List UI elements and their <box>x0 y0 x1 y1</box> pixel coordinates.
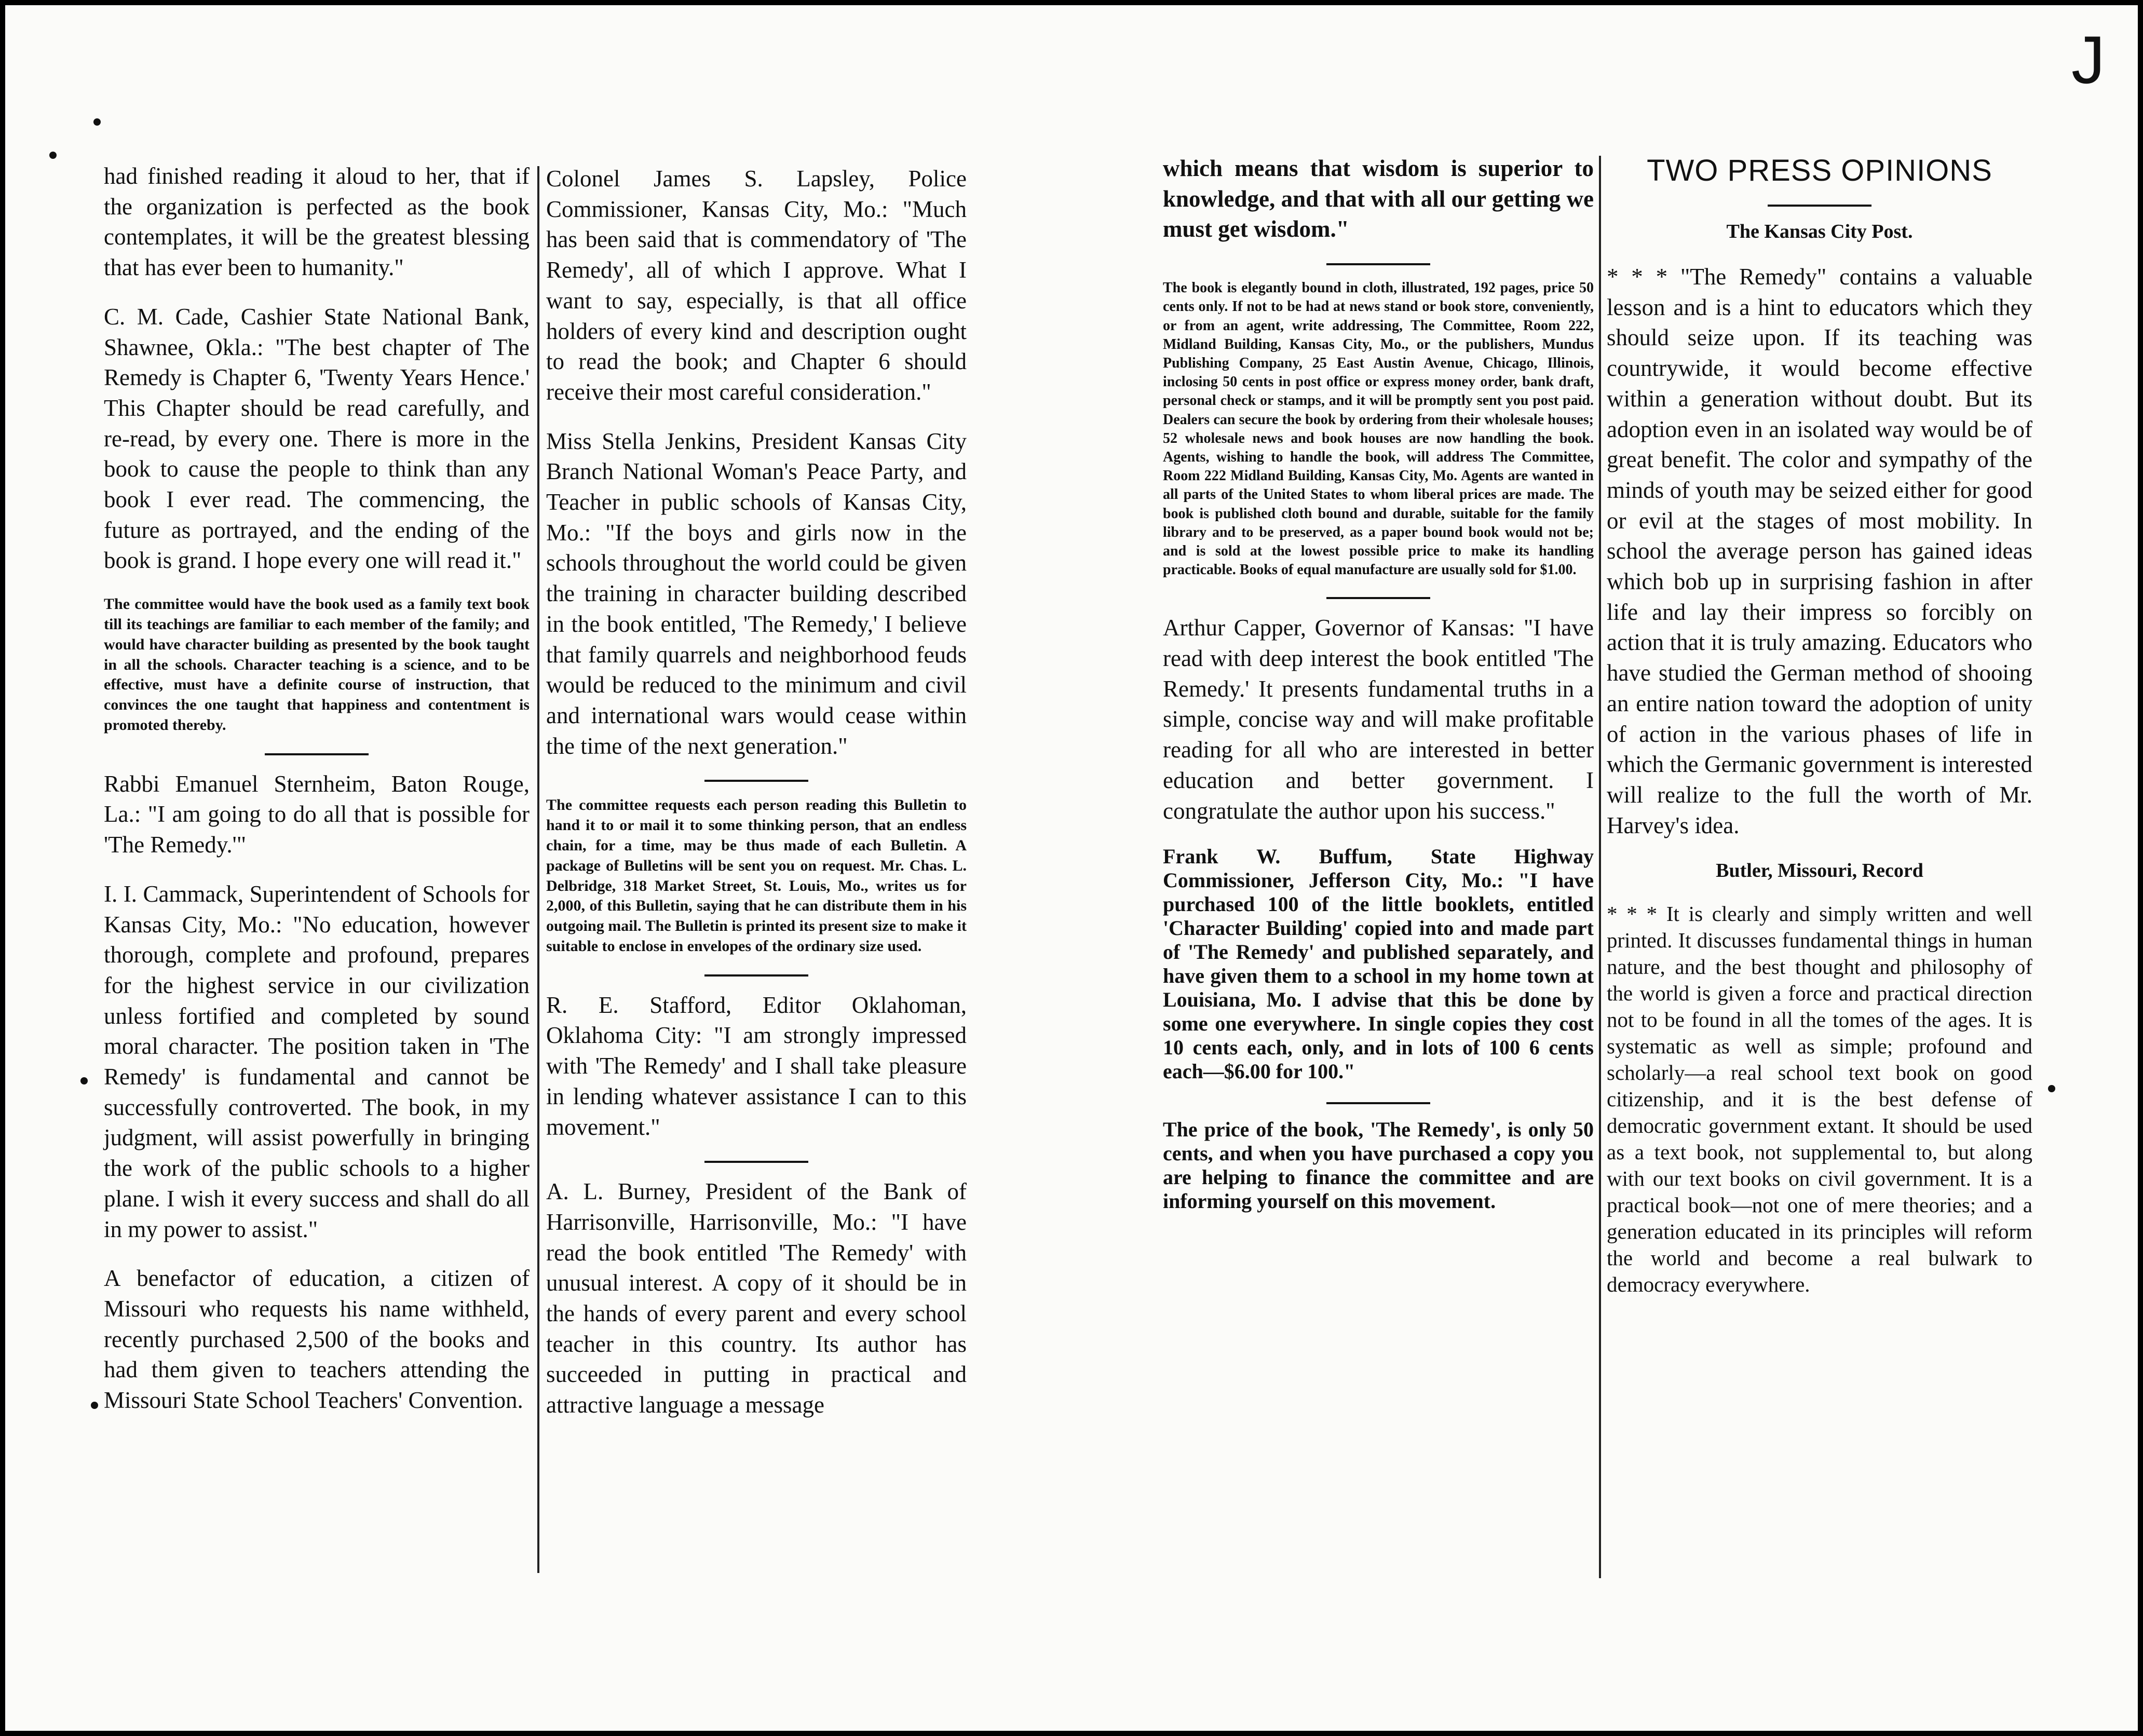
scan-speck <box>2048 1085 2055 1092</box>
paragraph: A benefactor of education, a citizen of Missouri who requests his name withheld, recently purchased 2,500 of the books and had them given to teachers attending the Missouri State School Teachers' Convention. <box>104 1265 530 1414</box>
scan-speck <box>49 152 57 159</box>
press-quote: * * * It is clearly and simply written and well printed. It discusses fundamental things in human nature, and the best thought and philosophy of the world is given a force and practical direction not to be found in all the tomes of the ages. It is systematic as well as simple; profound and scholarly—a real school text book on good citizenship, and it is the best defense of democratic government extant. It should be used as a text book, not supplemental to, but along with our text books on civil government. It is a practical book—not one of mere theories; and a generation educated in its principles will reform the world and become a real bulwark to democracy everywhere. <box>1607 902 2032 1297</box>
section-heading: TWO PRESS OPINIONS <box>1647 154 1992 187</box>
separator-rule <box>704 1161 808 1163</box>
scan-speck <box>80 1077 88 1084</box>
paragraph: I. I. Cammack, Superintendent of Schools for Kansas City, Mo.: "No education, however thorough, complete and profound, prepares for the highest service in our civilization unless fortified and completed by sound moral character. The position taken in 'The Remedy' is fundamental and cannot be successfully controverted. The book, in my judgment, will assist powerfully in bringing the work of the public schools to a higher plane. I wish it every success and shall do all in my power to assist." <box>104 880 530 1242</box>
paragraph: Arthur Capper, Governor of Kansas: "I have read with deep interest the book entitled 'The Remedy.' It presents fundamental truths in a simple, concise way and will make profitable reading for all who are interested in better education and better government. I congratulate the author upon his success." <box>1163 615 1594 824</box>
paragraph: C. M. Cade, Cashier State National Bank, Shawnee, Okla.: "The best chapter of The Remedy is Chapter 6, 'Twenty Years Hence.' This Chapter should be read carefully, and re-read, by every one. There is more in the book to cause the people to think than any book I ever read. The commencing, the future as portrayed, and the ending of the book is grand. I hope every one will read it." <box>104 303 530 574</box>
paragraph: The price of the book, 'The Remedy', is only 50 cents, and when you have purchased a copy you are helping to finance the committee and are informing yourself on this movement. <box>1163 1118 1594 1213</box>
paragraph: Frank W. Buffum, State Highway Commissioner, Jefferson City, Mo.: "I have purchased 100 of the little booklets, entitled 'Character Building' copied into and made part of 'The Remedy' and published separately, and have given them to a school in my home town at Louisiana, Mo. I advise that this be done by some one everywhere. In single copies they cost 10 cents each, only, and in lots of 100 6 cents each—$6.00 for 100." <box>1163 845 1594 1083</box>
column-3 <box>1163 153 1594 1232</box>
column-rule <box>537 166 539 1573</box>
column-2 <box>546 164 967 1439</box>
scan-speck <box>91 1402 98 1409</box>
column-1 <box>104 161 530 1434</box>
column-4 <box>1607 153 2032 1317</box>
separator-rule <box>704 974 808 976</box>
paragraph: which means that wisdom is superior to knowledge, and that with all our getting we must get wisdom." <box>1163 155 1594 242</box>
press-quote: * * * "The Remedy" contains a valuable lesson and is a hint to educators which they should seize upon. If its teaching was countrywide, it would become effective within a generation without doubt. But its adoption even in an isolated way would be of great benefit. The color and sympathy of the minds of youth may be seized either for good or evil at the stages of most mobility. In school the average person has gained ideas which bob up in surprising fashion in after life and lay their impress so forcibly on action that it is truly amazing. Educators who have studied the German method of shooing an entire nation toward the adoption of unity of action in the various phases of life in which the Germanic government is interested will realize to the full the worth of Mr. Harvey's idea. <box>1607 264 2032 838</box>
separator-rule <box>1326 1102 1430 1104</box>
scan-border-top <box>0 0 2143 5</box>
separator-rule <box>704 780 808 782</box>
paragraph: Rabbi Emanuel Sternheim, Baton Rouge, La.: "I am going to do all that is possible for 'The Remedy.'" <box>104 770 530 858</box>
committee-note: The committee requests each person reading this Bulletin to hand it to or mail it to some thinking person, that an endless chain, for a time, may be thus made of each Bulletin. A package of Bulletins will be sent you on request. Mr. Chas. L. Delbridge, 318 Market Street, St. Louis, Mo., writes us for 2,000, of this Bulletin, saying that he can distribute them in his outgoing mail. The Bulletin is printed its present size to make it suitable to enclose in envelopes of the ordinary size used. <box>546 796 967 955</box>
book-order-note: The book is elegantly bound in cloth, illustrated, 192 pages, price 50 cents only. If not to be had at news stand or book store, conveniently, or from an agent, write addressing, The Committee, Room 222, Midland Building, Kansas City, Mo., or the publishers, Mundus Publishing Company, 25 East Austin Avenue, Chicago, Illinois, inclosing 50 cents in post office or express money order, bank draft, personal check or stamps, and it will be promptly sent you post paid. Dealers can secure the book by ordering from their wholesale houses; 52 wholesale news and book houses are now handling the book. Agents, wishing to handle the book, will address The Committee, Room 222 Midland Building, Kansas City, Mo. Agents are wanted in all parts of the United States to whom liberal prices are made. The book is published cloth bound and durable, suitable for the family library and to be preserved, as a paper bound book would not be; and is sold at the lowest possible price to make its handling practicable. Books of equal manufacture are usually sold for $1.00. <box>1163 280 1594 578</box>
paragraph: had finished reading it aloud to her, that if the organization is perfected as the book contemplates, it will be the greatest blessing that has ever been to humanity." <box>104 163 530 281</box>
scan-border-bottom <box>0 1731 2143 1736</box>
paragraph: A. L. Burney, President of the Bank of Harrisonville, Harrisonville, Mo.: "I have read the book entitled 'The Remedy' with unusual interest. A copy of it should be in the hands of every parent and every school teacher in this country. Its author has succeeded in putting in practical and attractive language a message <box>546 1178 967 1418</box>
paragraph: Miss Stella Jenkins, President Kansas City Branch National Woman's Peace Party, and Teacher in public schools of Kansas City, Mo.: "If the boys and girls now in the schools throughout the world could be given the training in character building described in the book entitled, 'The Remedy,' I believe that family quarrels and neighborhood feuds would be reduced to the minimum and civil and international wars would cease within the time of the next generation." <box>546 428 967 759</box>
separator-rule <box>1326 597 1430 599</box>
separator-rule <box>1326 263 1430 265</box>
scan-border-left <box>0 0 5 1736</box>
press-source: The Kansas City Post. <box>1726 221 1913 242</box>
scan-speck <box>93 118 101 126</box>
corner-handwritten-mark: J <box>2071 22 2105 98</box>
separator-rule <box>1768 205 1871 207</box>
separator-rule <box>265 753 369 755</box>
press-source: Butler, Missouri, Record <box>1716 860 1923 882</box>
paragraph: R. E. Stafford, Editor Oklahoman, Oklahoma City: "I am strongly impressed with 'The Remedy' and I shall take pleasure in lending whatever assistance I can to this movement." <box>546 992 967 1140</box>
paragraph: Colonel James S. Lapsley, Police Commissioner, Kansas City, Mo.: "Much has been said that is commendatory of 'The Remedy', all of which I approve. What I want to say, especially, is that all office holders of every kind and description ought to read the book; and Chapter 6 should receive their most careful consideration." <box>546 166 967 405</box>
committee-note: The committee would have the book used as a family text book till its teachings are familiar to each member of the family; and would have character building as presented by the book taught in all the schools. Character teaching is a science, and to be effective, must have a definite course of instruction, that convinces the one taught that happiness and contentment is promoted thereby. <box>104 595 530 734</box>
column-rule <box>1599 156 1601 1578</box>
scan-border-right <box>2138 0 2143 1736</box>
